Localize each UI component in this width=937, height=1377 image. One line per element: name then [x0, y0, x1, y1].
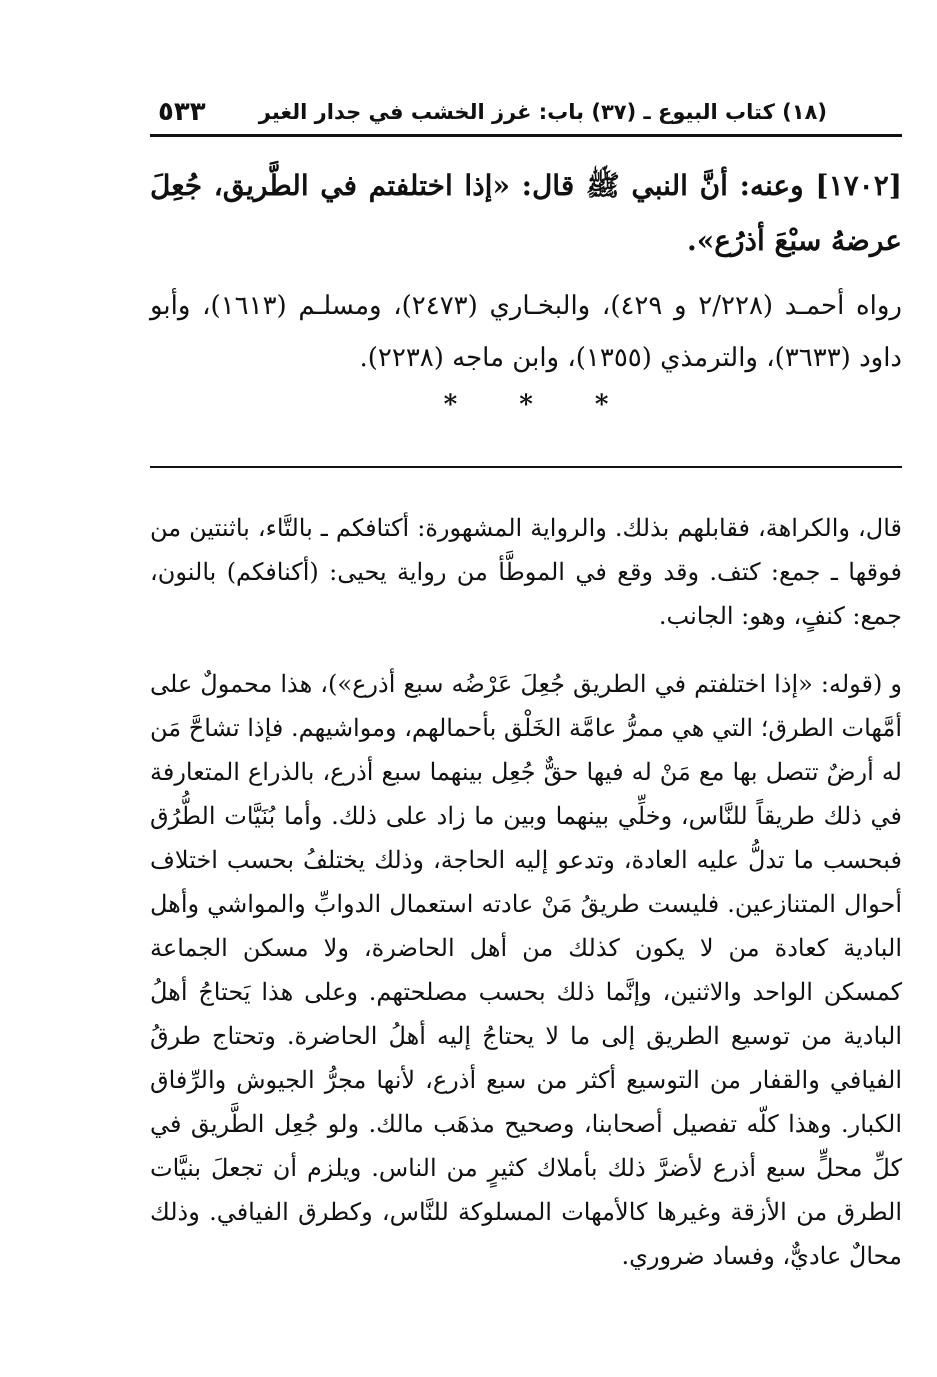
commentary-rule	[150, 466, 902, 468]
asterisk: *	[594, 390, 609, 420]
hadith-block	[150, 158, 902, 268]
section-separator	[150, 390, 902, 420]
asterisk: *	[519, 390, 533, 420]
header-rule	[150, 134, 902, 137]
hadith-number: [١٧٠٢]	[815, 169, 902, 202]
running-title: (١٨) كتاب البيوع ـ (٣٧) باب: غرز الخشب في جدار الغير	[258, 100, 827, 124]
running-header	[158, 92, 827, 132]
commentary-paragraph: قال، والكراهة، فقابلهم بذلك. والرواية المشهورة: أكتافكم ـ بالتَّاء، باثنتين من فوقها ـ جمع: كتف. وقد وقع في الموطَّأ من رواية يحيى: (أكنافكم) بالنون، جمع: كنفٍ، وهو: الجانب.	[150, 514, 902, 630]
commentary-paragraph: و (قوله: «إذا اختلفتم في الطريق جُعِلَ عَرْضُه سبع أذرع»)، هذا محمولٌ على أمَّهات الطرق؛ التي هي ممرُّ عامَّة الخَلْق بأحمالهم، ومواشيهم. فإذا تشاحَّ مَن له أرضٌ تتصل بها مع مَنْ له فيها حقٌّ جُعِل بينهما سبع أذرع، بالذراع المتعارفة في ذلك طريقاً للنَّاس، وخلِّي بينهما وبين ما زاد على ذلك. وأما بُنَيَّات الطُّرُق فبحسب ما تدلُّ عليه العادة، وتدعو إليه الحاجة، وذلك يختلفُ بحسب اختلاف أحوال المتنازعين. فليست طريقُ مَنْ عادته استعمال الدوابِّ والمواشي وأهل البادية كعادة من لا يكون كذلك من أهل الحاضرة، ولا مسكن الجماعة كمسكن الواحد والاثنين، وإنَّما ذلك بحسب مصلحتهم. وعلى هذا يَحتاجُ أهلُ البادية من توسيع الطريق إلى ما لا يحتاجُ إليه أهلُ الحاضرة. وتحتاج طرقُ الفيافي والقفار من التوسيع أكثر من سبع أذرع، لأنها مجرُّ الجيوش والرِّفاق الكبار. وهذا كلّه تفصيل أصحابنا، وصحيح مذهَب مالك. ولو جُعِل الطَّريق في كلِّ محلٍّ سبع أذرع لأضرَّ ذلك بأملاك كثيرٍ من الناس. ويلزم أن تجعلَ بنيَّات الطرق من الأزقة وغيرها كالأمهات المسلوكة للنَّاس، وكطرق الفيافي. وذلك محالٌ عاديٌّ، وفساد ضروري.	[149, 670, 902, 1270]
hadith-takhrij: رواه أحمـد (٢/٢٢٨ و ٤٢٩)، والبخـاري (٢٤٧٣)، ومسلـم (١٦١٣)، وأبو داود (٣٦٣٣)، والترمذي (١٣٥٥)، وابن ماجه (٢٢٣٨).	[150, 291, 902, 373]
commentary-section	[150, 506, 902, 1278]
hadith-text: وعنه: أنَّ النبي ﷺ قال: «إذا اختلفتم في الطَّريق، جُعِلَ عرضهُ سبْعَ أذرُع».	[150, 169, 902, 257]
asterisk: *	[443, 390, 458, 420]
page-number: ٥٣٣	[158, 97, 206, 127]
